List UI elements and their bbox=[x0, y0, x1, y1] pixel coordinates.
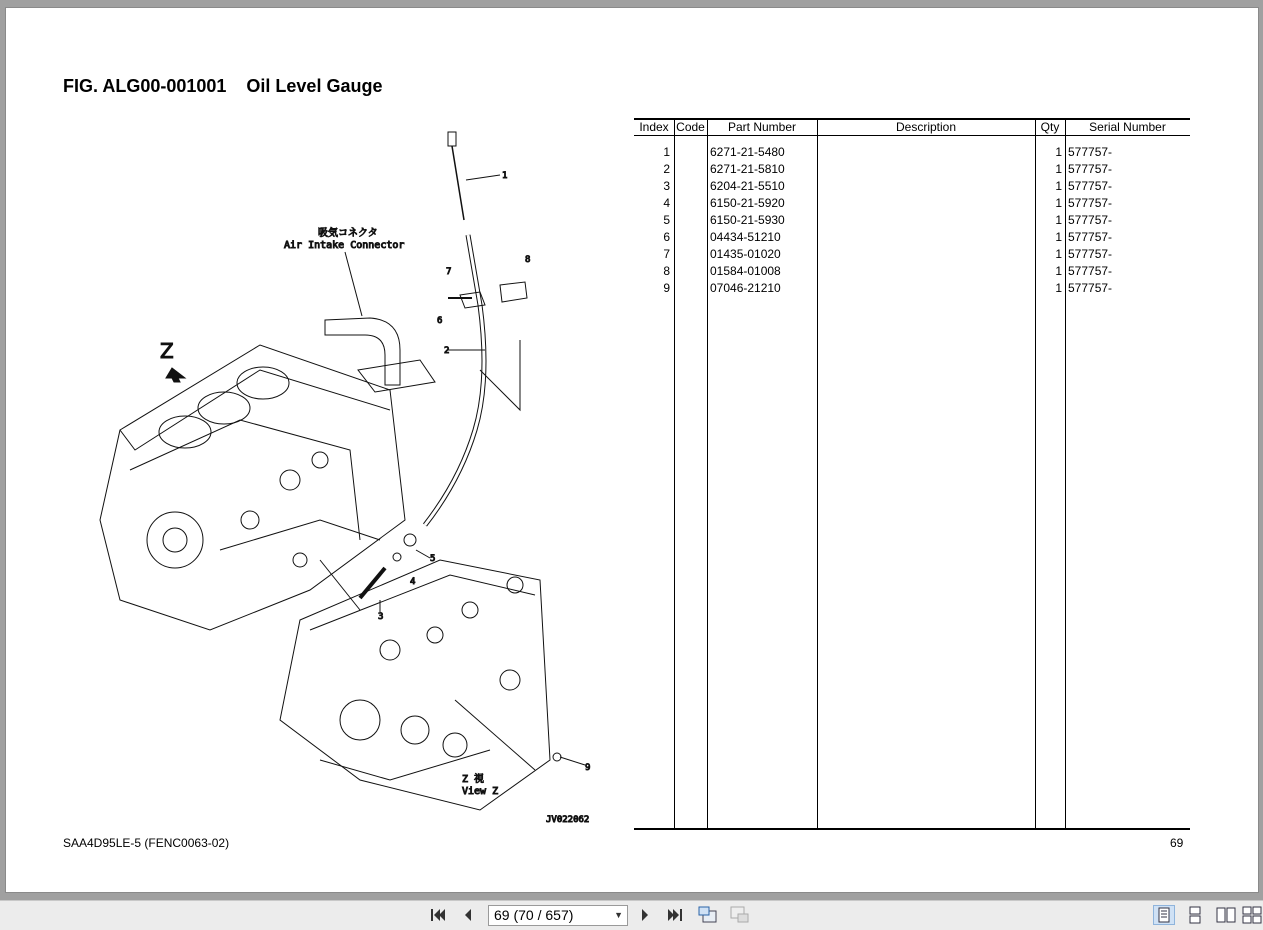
table-row bbox=[634, 144, 1190, 161]
table-row bbox=[634, 161, 1190, 178]
callout-6: 6 bbox=[437, 316, 443, 326]
row-index: 3 bbox=[663, 179, 670, 193]
row-serial: 577757- bbox=[1068, 230, 1113, 244]
engine-block-upper bbox=[100, 345, 405, 630]
air-intake-label-en: Air Intake Connector bbox=[284, 240, 405, 251]
dipstick bbox=[448, 132, 456, 146]
row-part-number: 01435-01020 bbox=[710, 247, 781, 261]
row-part-number: 04434-51210 bbox=[710, 230, 781, 244]
view-z-label-jp: Z 視 bbox=[462, 774, 485, 785]
row-part-number: 6271-21-5810 bbox=[710, 162, 785, 176]
callout-4: 4 bbox=[410, 577, 416, 587]
table-row bbox=[634, 178, 1190, 195]
first-page-icon[interactable] bbox=[428, 905, 448, 925]
continuous-view-icon[interactable] bbox=[1184, 905, 1206, 925]
row-serial: 577757- bbox=[1068, 264, 1113, 278]
table-row bbox=[634, 212, 1190, 229]
row-serial: 577757- bbox=[1068, 162, 1113, 176]
single-page-view-icon[interactable] bbox=[1153, 905, 1175, 925]
row-qty: 1 bbox=[1055, 162, 1062, 176]
row-serial: 577757- bbox=[1068, 196, 1113, 210]
row-qty: 1 bbox=[1055, 179, 1062, 193]
table-row bbox=[634, 246, 1190, 263]
air-intake-label-jp: 吸気コネクタ bbox=[318, 228, 378, 239]
row-index: 7 bbox=[663, 247, 670, 261]
header-qty: Qty bbox=[1040, 120, 1060, 134]
last-page-icon[interactable] bbox=[665, 905, 685, 925]
chevron-down-icon: ▼ bbox=[614, 910, 623, 920]
engine-drawing bbox=[60, 120, 640, 830]
header-description: Description bbox=[895, 120, 957, 134]
footer-model: SAA4D95LE-5 (FENC0063-02) bbox=[63, 836, 230, 850]
footer-page-number: 69 bbox=[1170, 836, 1184, 850]
row-serial: 577757- bbox=[1068, 145, 1113, 159]
row-serial: 577757- bbox=[1068, 179, 1113, 193]
row-serial: 577757- bbox=[1068, 281, 1113, 295]
table-row bbox=[634, 263, 1190, 280]
air-intake-connector bbox=[325, 318, 400, 385]
callout-2: 2 bbox=[444, 346, 450, 356]
callout-7: 7 bbox=[446, 267, 452, 277]
row-part-number: 6204-21-5510 bbox=[710, 179, 785, 193]
page-indicator: 69 (70 / 657) bbox=[494, 907, 574, 923]
row-qty: 1 bbox=[1055, 264, 1062, 278]
table-row bbox=[634, 280, 1190, 297]
row-part-number: 6271-21-5480 bbox=[710, 145, 785, 159]
header-part-number: Part Number bbox=[727, 120, 797, 134]
header-index: Index bbox=[639, 120, 669, 134]
table-row bbox=[634, 229, 1190, 246]
viewer-toolbar bbox=[0, 900, 1263, 930]
callout-5: 5 bbox=[430, 554, 436, 564]
row-serial: 577757- bbox=[1068, 213, 1113, 227]
callout-3: 3 bbox=[378, 612, 384, 622]
continuous-facing-view-icon[interactable] bbox=[1241, 905, 1263, 925]
facing-view-icon[interactable] bbox=[1215, 905, 1237, 925]
row-index: 8 bbox=[663, 264, 670, 278]
exploded-diagram bbox=[60, 120, 640, 830]
table-row bbox=[634, 195, 1190, 212]
row-part-number: 07046-21210 bbox=[710, 281, 781, 295]
row-serial: 577757- bbox=[1068, 247, 1113, 261]
row-qty: 1 bbox=[1055, 230, 1062, 244]
view-z-label-en: View Z bbox=[462, 786, 499, 797]
view-z-marker: Z bbox=[160, 339, 174, 363]
row-index: 5 bbox=[663, 213, 670, 227]
prev-page-icon[interactable] bbox=[458, 905, 478, 925]
callout-1: 1 bbox=[502, 171, 508, 181]
row-part-number: 6150-21-5930 bbox=[710, 213, 785, 227]
callout-8: 8 bbox=[525, 255, 531, 265]
page-select[interactable] bbox=[488, 905, 628, 926]
row-qty: 1 bbox=[1055, 213, 1062, 227]
row-part-number: 01584-01008 bbox=[710, 264, 781, 278]
row-index: 2 bbox=[663, 162, 670, 176]
row-qty: 1 bbox=[1055, 281, 1062, 295]
figure-title: FIG. ALG00-001001 Oil Level Gauge bbox=[63, 76, 383, 96]
parts-table bbox=[634, 118, 1190, 830]
drawing-code: JV022062 bbox=[546, 815, 590, 825]
header-code: Code bbox=[676, 120, 705, 134]
next-page-icon[interactable] bbox=[635, 905, 655, 925]
row-part-number: 6150-21-5920 bbox=[710, 196, 785, 210]
row-index: 9 bbox=[663, 281, 670, 295]
row-index: 6 bbox=[663, 230, 670, 244]
row-qty: 1 bbox=[1055, 247, 1062, 261]
row-index: 1 bbox=[663, 145, 670, 159]
row-qty: 1 bbox=[1055, 145, 1062, 159]
history-back-icon[interactable] bbox=[698, 905, 718, 925]
row-qty: 1 bbox=[1055, 196, 1062, 210]
history-forward-icon[interactable] bbox=[730, 905, 750, 925]
row-index: 4 bbox=[663, 196, 670, 210]
callout-9: 9 bbox=[585, 763, 591, 773]
header-serial-number: Serial Number bbox=[1089, 120, 1166, 134]
